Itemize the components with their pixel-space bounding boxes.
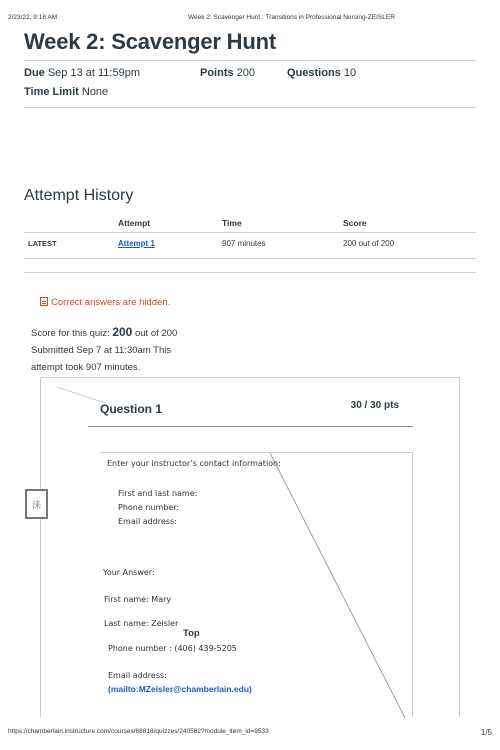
title-divider [24,60,476,61]
table-header-row [24,214,476,232]
print-footer [8,728,492,738]
header-time: Time [222,214,343,232]
attempt-1-link[interactable]: Attempt 1 [118,238,155,248]
header-score: Score [343,214,476,232]
top-link[interactable]: Top [183,628,200,639]
score-value: 200 [112,325,133,339]
questions-label: Questions [287,67,341,79]
time-limit-label: Time Limit [24,86,79,98]
questions-value: 10 [343,67,357,79]
attempt-time: 907 minutes [222,238,266,248]
info-icon [40,297,48,306]
due-value: Sep 13 at 11:59pm [47,67,140,79]
duration-line: attempt took 907 minutes. [31,362,141,373]
answer-first-name: First name: Mary [104,595,172,604]
points-info [200,67,255,79]
side-tab-button[interactable] [25,489,48,519]
field-email: Email address: [118,517,177,526]
latest-label: LATEST [28,238,57,248]
score-line [31,324,201,342]
attempt-score: 200 out of 200 [343,238,395,248]
score-prefix: Score for this quiz: [31,328,113,339]
time-limit-value: None [81,86,109,98]
table-row [24,232,476,254]
print-doc-title: Week 2: Scavenger Hunt : Transitions in Professional Nursing-ZEISLER [188,14,395,21]
submitted-line: Submitted Sep 7 at 11:30am This [31,345,172,356]
side-tab-glyph: 涞 [31,499,41,510]
due-date [24,67,140,79]
details-divider [24,107,476,108]
question-prompt: Enter your instructor’s contact information: [107,459,281,468]
page-number: 1/5 [480,728,492,737]
points-value: 200 [236,67,256,79]
answer-email-label: Email address: [108,671,167,680]
answer-label: Your Answer: [103,568,155,577]
history-bottom-divider [24,272,476,273]
time-limit [24,86,108,98]
notice-text: Correct answers are hidden. [51,297,171,308]
question-points: 30 / 30 pts [350,400,399,411]
field-name: First and last name: [118,489,198,498]
page-title: Week 2: Scavenger Hunt [24,29,276,54]
score-suffix: out of 200 [132,328,178,339]
print-url: https://chamberlain.instructure.com/courses/68818/quizzes/240562?module_item_id=9533 [8,728,269,735]
answers-hidden-notice [40,297,170,308]
attempt-history-table [24,214,476,254]
question-header [88,397,413,427]
answer-phone: Phone number : (406) 439-5205 [108,644,237,653]
answer-email-link[interactable]: (mailto:MZeisler@chamberlain.edu) [108,684,252,694]
question-title: Question 1 [100,402,163,416]
history-divider [24,258,476,259]
field-phone: Phone number: [118,503,180,512]
answer-last-name: Last name: Zeisler [104,619,179,628]
questions-info [287,67,356,79]
score-summary [31,324,201,376]
print-date: 2/23/22, 9:18 AM [8,14,58,21]
header-attempt: Attempt [118,214,222,232]
header-blank [24,214,118,232]
attempt-history-title: Attempt History [24,187,134,204]
print-header [8,14,492,24]
points-label: Points [200,67,234,79]
due-label: Due [24,67,45,79]
